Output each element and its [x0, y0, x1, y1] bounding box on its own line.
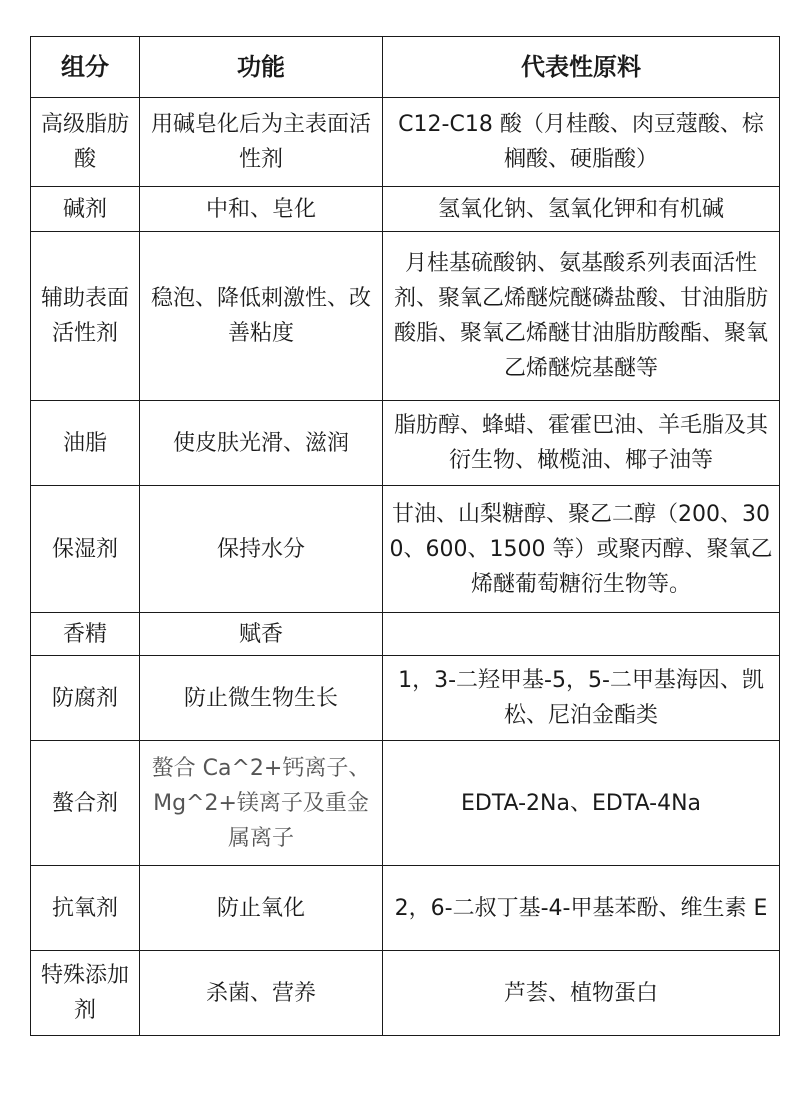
- table-row: [31, 741, 780, 866]
- table-row: [31, 656, 780, 741]
- function-cell: 中和、皂化: [140, 187, 383, 232]
- function-cell: 防止氧化: [140, 866, 383, 951]
- table-row: [31, 866, 780, 951]
- header-function: 功能: [140, 37, 383, 98]
- materials-cell: 芦荟、植物蛋白: [383, 951, 780, 1036]
- function-cell: 使皮肤光滑、滋润: [140, 401, 383, 486]
- function-cell: 防止微生物生长: [140, 656, 383, 741]
- materials-cell: [383, 613, 780, 656]
- materials-cell: EDTA-2Na、EDTA-4Na: [383, 741, 780, 866]
- function-cell: 稳泡、降低刺激性、改善粘度: [140, 232, 383, 401]
- materials-cell: 1，3-二羟甲基-5，5-二甲基海因、凯松、尼泊金酯类: [383, 656, 780, 741]
- materials-cell: 氢氧化钠、氢氧化钾和有机碱: [383, 187, 780, 232]
- component-cell: 螯合剂: [31, 741, 140, 866]
- component-cell: 油脂: [31, 401, 140, 486]
- ingredients-table: [30, 36, 780, 1036]
- component-cell: 特殊添加剂: [31, 951, 140, 1036]
- component-cell: 抗氧剂: [31, 866, 140, 951]
- header-materials: 代表性原料: [383, 37, 780, 98]
- materials-cell: 月桂基硫酸钠、氨基酸系列表面活性剂、聚氧乙烯醚烷醚磷盐酸、甘油脂肪酸脂、聚氧乙烯醚甘油脂肪酸酯、聚氧乙烯醚烷基醚等: [383, 232, 780, 401]
- component-cell: 辅助表面活性剂: [31, 232, 140, 401]
- component-cell: 保湿剂: [31, 486, 140, 613]
- materials-cell: 甘油、山梨糖醇、聚乙二醇（200、300、600、1500 等）或聚丙醇、聚氧乙烯醚葡萄糖衍生物等。: [383, 486, 780, 613]
- function-cell: 螯合 Ca^2+钙离子、Mg^2+镁离子及重金属离子: [140, 741, 383, 866]
- function-cell: 赋香: [140, 613, 383, 656]
- table-row: [31, 613, 780, 656]
- materials-cell: 2，6-二叔丁基-4-甲基苯酚、维生素 E: [383, 866, 780, 951]
- materials-cell: C12-C18 酸（月桂酸、肉豆蔻酸、棕榈酸、硬脂酸）: [383, 98, 780, 187]
- materials-cell: 脂肪醇、蜂蜡、霍霍巴油、羊毛脂及其衍生物、橄榄油、椰子油等: [383, 401, 780, 486]
- function-cell: 杀菌、营养: [140, 951, 383, 1036]
- component-cell: 香精: [31, 613, 140, 656]
- header-component: 组分: [31, 37, 140, 98]
- component-cell: 高级脂肪酸: [31, 98, 140, 187]
- table-row: [31, 187, 780, 232]
- table-row: [31, 951, 780, 1036]
- table-row: [31, 232, 780, 401]
- table-row: [31, 486, 780, 613]
- header-row: [31, 37, 780, 98]
- component-cell: 碱剂: [31, 187, 140, 232]
- table-row: [31, 98, 780, 187]
- component-cell: 防腐剂: [31, 656, 140, 741]
- table-row: [31, 401, 780, 486]
- function-cell: 用碱皂化后为主表面活性剂: [140, 98, 383, 187]
- function-cell: 保持水分: [140, 486, 383, 613]
